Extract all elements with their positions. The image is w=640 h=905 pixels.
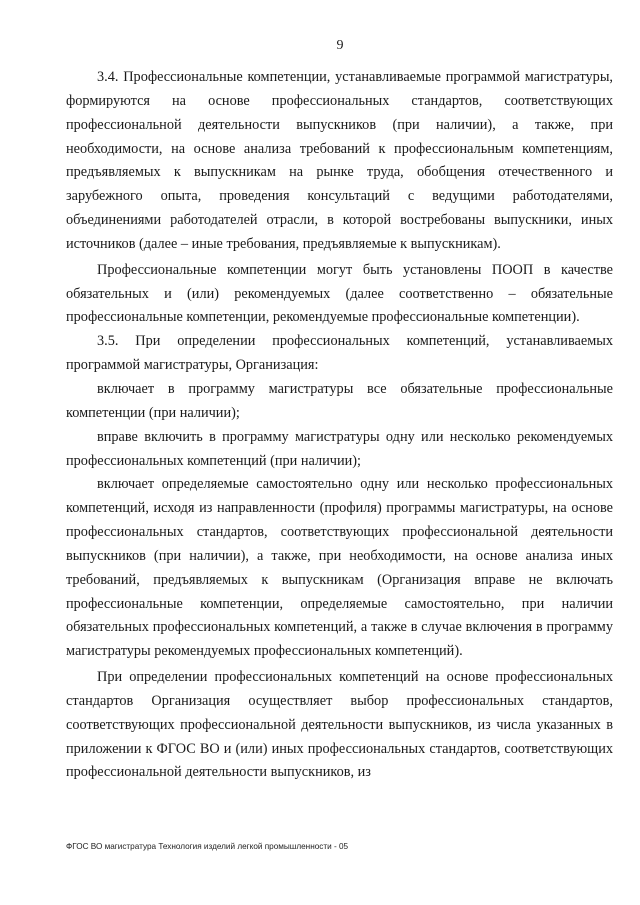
page-footer: ФГОС ВО магистратура Технология изделий легкой промышленности - 05 [66,842,349,851]
document-body [66,66,613,785]
list-item-may-include-recommended: вправе включить в программу магистратуры одну или несколько рекомендуемых профессиональных компетенций (при наличии); [66,428,613,469]
page-number: 9 [336,38,344,53]
list-item-includes-self-defined: включает определяемые самостоятельно одну или несколько профессиональных компетенций, исходя из направленности (профиля) программы магистратуры, на основе профессиональных стандартов, соответствующих профессиональной деятельности выпускников (при наличии), а также, при необходимости, на основе анализа иных требований, предъявляемых к выпускникам (Организация вправе не включать профессиональные компетенции, определяемые самостоятельно, при наличии обязательных профессиональных компетенций, а также в случае включения в программу магистратуры рекомендуемых профессиональных компетенций). [66,476,613,660]
paragraph-3-5: 3.5. При определении профессиональных компетенций, устанавливаемых программой магистратуры, Организация: [66,333,613,374]
list-item-includes-mandatory: включает в программу магистратуры все обязательные профессиональные компетенции (при наличии); [66,380,613,421]
paragraph-professional-competencies-poop: Профессиональные компетенции могут быть установлены ПООП в качестве обязательных и (или) рекомендуемых (далее соответственно – обязательные профессиональные компетенции, рекомендуемые профессиональные компетенции). [66,261,613,326]
paragraph-professional-standards-selection: При определении профессиональных компетенций на основе профессиональных стандартов Организация осуществляет выбор профессиональных стандартов, соответствующих профессиональной деятельности выпускников, из числа указанных в приложении к ФГОС ВО и (или) иных профессиональных стандартов, соответствующих профессиональной деятельности выпускников, из [66,669,613,781]
paragraph-3-4: 3.4. Профессиональные компетенции, устанавливаемые программой магистратуры, формируются на основе профессиональных стандартов, соответствующих профессиональной деятельности выпускников (при наличии), а также, при необходимости, на основе анализа требований к профессиональным компетенциям, предъявляемых к выпускникам на рынке труда, обобщения отечественного и зарубежного опыта, проведения консультаций с ведущими работодателями, объединениями работодателей отрасли, в которой востребованы выпускники, иных источников (далее – иные требования, предъявляемые к выпускникам). [66,69,613,252]
